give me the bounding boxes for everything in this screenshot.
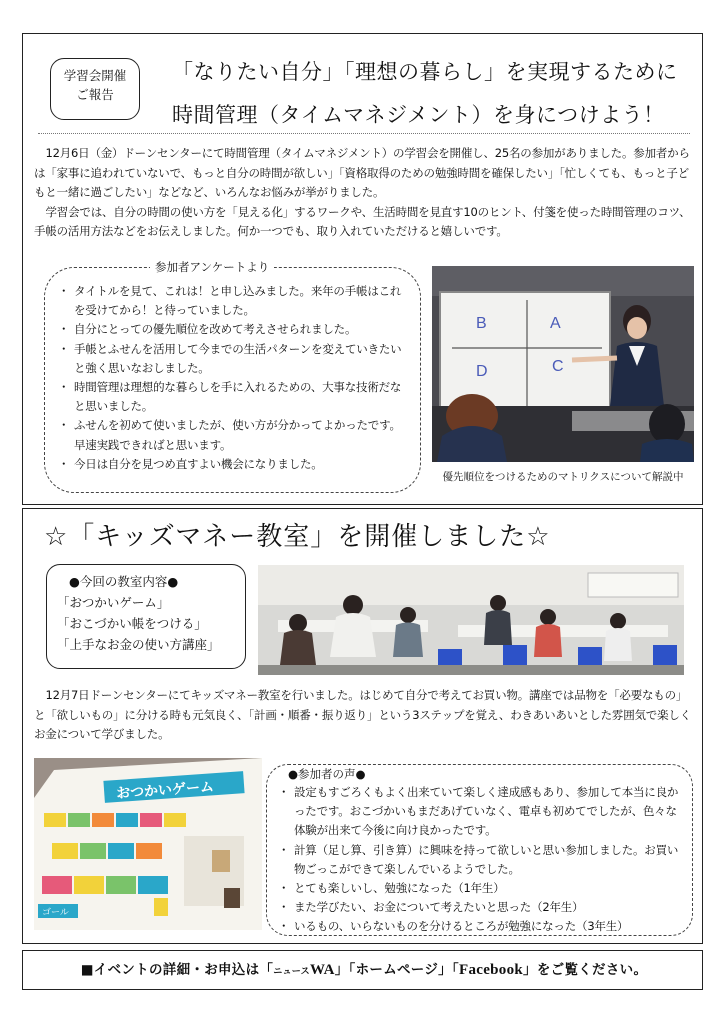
survey-item: ・ タイトルを見て、これは！と申し込みました。来年の手帳はこれを受けてから！と待っていました。 [58, 282, 410, 320]
footer-news-wa: WA [309, 962, 335, 978]
matrix-letter: A [550, 315, 561, 332]
game-board-goal: ゴール [42, 908, 69, 918]
survey-list [58, 282, 410, 474]
class-contents-title: ●今回の教室内容● [69, 574, 179, 589]
matrix-letter: B [476, 315, 487, 332]
survey-list-wrapper [58, 282, 410, 474]
voice-item: ・ いるもの、いらないものを分けるところが勉強になった（3年生） [278, 917, 686, 936]
voice-item: ・ とても楽しいし、勉強になった（1年生） [278, 879, 686, 898]
class-contents-item: 「おつかいゲーム」 [57, 595, 170, 610]
seminar-body [34, 144, 694, 242]
voices-wrapper [278, 766, 686, 937]
footer-prefix: ■イベントの詳細・お申込は「 [80, 962, 274, 978]
voice-item: ・ 計算（足し算、引き算）に興味を持って欲しいと思い参加しました。お買い物ごっこができて楽しんでいるようでした。 [278, 841, 686, 879]
survey-item: ・ 時間管理は理想的な暮らしを手に入れるための、大事な技術だなと思いました。 [58, 378, 410, 416]
game-board-title: おつかいゲーム [115, 779, 215, 803]
footer-suffix: 」をご覧ください。 [523, 962, 648, 978]
survey-item: ・ 今日は自分を見つめ直すよい機会になりました。 [58, 455, 410, 474]
voice-item: ・ また学びたい、お金について考えたいと思った（2年生） [278, 898, 686, 917]
kids-money-title: ☆「キッズマネー教室」を開催しました☆ [44, 522, 551, 552]
info-footer-text [32, 960, 696, 982]
footer-middle: 」「ホームページ」「 [334, 962, 459, 978]
voices-list [278, 783, 686, 937]
headline-divider [38, 133, 690, 134]
class-contents-box [46, 564, 246, 669]
matrix-letter: C [552, 358, 564, 375]
seminar-headline [172, 54, 692, 133]
badge-line-1: 学習会開催 [63, 68, 127, 83]
report-badge [50, 58, 140, 120]
game-board-photo [34, 758, 262, 930]
classroom-photo-illustration [258, 565, 684, 675]
headline-line-1: 「なりたい自分」「理想の暮らし」を実現するために [172, 60, 678, 84]
seminar-photo-illustration [432, 266, 694, 462]
voice-item: ・ 設定もすごろくもよく出来ていて楽しく達成感もあり、参加して本当に良かったです。おこづかいもまだあげていなく、電卓も初めてでしたが、色々な体験が出来て今後に向け良かったです。 [278, 783, 686, 841]
footer-news-small: ニュース [273, 967, 310, 977]
voices-title: ●参加者の声● [288, 767, 366, 781]
survey-item: ・ ふせんを初めて使いましたが、使い方が分かってよかったです。早速実践できればと思います。 [58, 416, 410, 454]
game-board-illustration [34, 758, 262, 930]
survey-item: ・ 自分にとっての優先順位を改めて考えさせられました。 [58, 320, 410, 339]
class-contents-item: 「おこづかい帳をつける」 [57, 616, 207, 631]
badge-line-2: ご報告 [76, 87, 114, 102]
kids-money-body [34, 686, 694, 745]
seminar-paragraph-1: 12月6日（金）ドーンセンターにて時間管理（タイムマネジメント）の学習会を開催し、25名の参加がありました。参加者からは「家事に追われていないで、もっと自分の時間が欲しい」「資格取得のための勉強時間を確保したい」「忙しくても、もっと子どもと一緒に過ごしたい」などなど、いろんなお悩みが挙がりました。 [34, 146, 690, 200]
footer-facebook: Facebook [458, 962, 524, 978]
survey-item: ・ 手帳とふせんを活用して今までの生活パターンを変えていきたいと強く思いなおしました。 [58, 340, 410, 378]
class-contents-item: 「上手なお金の使い方講座」 [57, 637, 220, 652]
seminar-photo [432, 266, 694, 462]
seminar-photo-caption: 優先順位をつけるためのマトリクスについて解説中 [442, 471, 684, 483]
headline-line-2: 時間管理（タイムマネジメント）を身につけよう！ [172, 103, 665, 127]
seminar-paragraph-2: 学習会では、自分の時間の使い方を「見える化」するワークや、生活時間を見直す10のヒント、付箋を使った時間管理のコツ、手帳の活用方法などをお伝えしました。何か一つでも、取り入れていただけると嬉しいです。 [34, 204, 691, 239]
matrix-letter: D [476, 363, 488, 380]
kids-money-paragraph: 12月7日ドーンセンターにてキッズマネー教室を行いました。はじめて自分で考えてお買い物。講座では品物を「必要なもの」と「欲しいもの」に分ける時も元気良く、「計画・順番・振り返り」という3ステップを覚え、わきあいあいとした雰囲気で楽しくお金について学びました。 [34, 688, 691, 742]
classroom-photo [258, 565, 684, 675]
survey-title: 参加者アンケートより [150, 259, 274, 275]
